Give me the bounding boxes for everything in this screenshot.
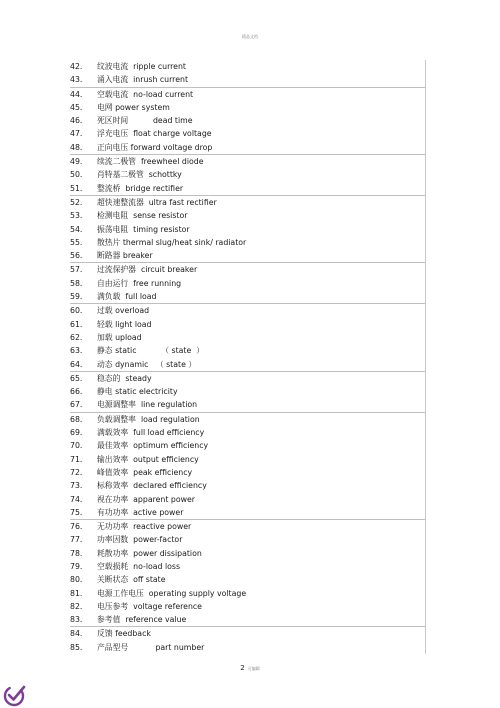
item-number: 48. xyxy=(70,142,83,152)
table-row xyxy=(70,519,425,533)
item-number: 51. xyxy=(70,183,83,193)
item-number: 42. xyxy=(70,62,83,71)
item-number: 57. xyxy=(70,265,83,275)
checkmark-logo-icon xyxy=(2,682,28,708)
table-row xyxy=(70,547,425,560)
item-term: 死区时间 dead time xyxy=(97,116,193,126)
page-number: 2 xyxy=(240,664,245,672)
table-row xyxy=(70,358,425,371)
table-row xyxy=(70,439,425,452)
table-row xyxy=(70,453,425,466)
table-row xyxy=(70,466,425,479)
item-number: 55. xyxy=(70,237,83,247)
table-row xyxy=(70,249,425,262)
item-number: 65. xyxy=(70,373,83,383)
table-row xyxy=(70,493,425,506)
item-term: 过流保护器 circuit breaker xyxy=(97,265,198,275)
item-term: 断路器 breaker xyxy=(97,251,153,261)
item-number: 73. xyxy=(70,481,83,491)
item-term: 散热片 thermal slug/heat sink/ radiator xyxy=(97,237,247,247)
table-row xyxy=(70,412,425,426)
item-term: 最佳效率 optimum efficiency xyxy=(97,441,209,451)
item-term: 肖特基二极管 schottky xyxy=(97,170,182,180)
item-term: 续流二极管 freewheel diode xyxy=(97,157,204,167)
item-term: 标称效率 declared efficiency xyxy=(97,481,207,491)
table-row xyxy=(70,479,425,492)
table-row xyxy=(70,236,425,249)
item-number: 75. xyxy=(70,507,83,517)
table-row xyxy=(70,600,425,613)
item-number: 74. xyxy=(70,494,83,504)
item-term: 超快速整流器 ultra fast rectifier xyxy=(97,197,217,207)
item-term: 整流桥 bridge rectifier xyxy=(97,183,184,193)
item-term: 静态 static （ state ） xyxy=(97,346,205,356)
item-term: 电网 power system xyxy=(97,102,170,112)
item-number: 60. xyxy=(70,306,83,316)
item-number: 67. xyxy=(70,400,83,410)
item-term: 涌入电流 inrush current xyxy=(97,75,189,85)
table-row xyxy=(70,318,425,331)
item-number: 70. xyxy=(70,441,83,451)
table-row xyxy=(70,60,425,73)
table-row xyxy=(70,385,425,398)
item-number: 85. xyxy=(70,642,83,652)
item-term: 产品型号 part number xyxy=(97,642,205,652)
table-row xyxy=(70,290,425,303)
table-row xyxy=(70,154,425,168)
header-mark: 精品文档 xyxy=(242,34,258,39)
item-number: 77. xyxy=(70,535,83,545)
item-number: 69. xyxy=(70,428,83,438)
item-number: 53. xyxy=(70,211,83,221)
item-number: 84. xyxy=(70,629,83,639)
item-term: 空载电流 no-load current xyxy=(97,89,194,99)
table-row xyxy=(70,262,425,276)
item-term: 视在功率 apparent power xyxy=(97,494,196,504)
table-row xyxy=(70,168,425,181)
item-number: 46. xyxy=(70,116,83,126)
item-number: 44. xyxy=(70,89,83,99)
table-row xyxy=(70,114,425,127)
item-number: 68. xyxy=(70,414,83,424)
item-term: 耗散功率 power dissipation xyxy=(97,548,202,558)
table-row xyxy=(70,73,425,86)
item-number: 83. xyxy=(70,615,83,625)
table-row xyxy=(70,344,425,357)
item-term: 电源工作电压 operating supply voltage xyxy=(97,588,247,598)
item-number: 62. xyxy=(70,332,83,342)
item-term: 正向电压 forward voltage drop xyxy=(97,142,213,152)
footer-sub: 可编辑 xyxy=(247,666,260,671)
item-term: 有功功率 active power xyxy=(97,507,184,517)
table-row xyxy=(70,277,425,290)
item-number: 49. xyxy=(70,157,83,167)
table-row xyxy=(70,195,425,209)
item-term: 空载损耗 no-load loss xyxy=(97,561,181,571)
item-term: 输出效率 output efficiency xyxy=(97,454,199,464)
item-term: 稳态的 steady xyxy=(97,373,152,383)
item-term: 反馈 feedback xyxy=(97,629,151,639)
item-number: 58. xyxy=(70,278,83,288)
table-row xyxy=(70,141,425,154)
item-number: 50. xyxy=(70,170,83,180)
item-term: 峰值效率 peak efficiency xyxy=(97,467,193,477)
item-number: 79. xyxy=(70,561,83,571)
item-term: 参考值 reference value xyxy=(97,615,187,625)
item-term: 满负载 full load xyxy=(97,292,157,302)
item-term: 纹波电流 ripple current xyxy=(97,62,186,71)
item-term: 负载调整率 load regulation xyxy=(97,414,200,424)
item-term: 浮充电压 float charge voltage xyxy=(97,129,212,139)
table-row xyxy=(70,613,425,626)
item-term: 满载效率 full load efficiency xyxy=(97,428,205,438)
item-term: 加载 upload xyxy=(97,332,142,342)
item-term: 过载 overload xyxy=(97,306,150,316)
table-row xyxy=(70,182,425,195)
item-term: 检测电阻 sense resistor xyxy=(97,211,188,221)
table-row xyxy=(70,398,425,411)
table-row xyxy=(70,127,425,140)
item-number: 82. xyxy=(70,601,83,611)
table-row xyxy=(70,533,425,546)
table-row xyxy=(70,371,425,385)
table-row xyxy=(70,587,425,600)
item-term: 轻载 light load xyxy=(97,319,152,329)
table-row xyxy=(70,223,425,236)
item-number: 61. xyxy=(70,319,83,329)
item-number: 47. xyxy=(70,129,83,139)
item-number: 76. xyxy=(70,522,83,532)
item-term: 电压参考 voltage reference xyxy=(97,601,202,611)
table-row xyxy=(70,426,425,439)
table-row xyxy=(70,506,425,519)
table-row xyxy=(70,573,425,586)
item-number: 66. xyxy=(70,387,83,397)
item-number: 72. xyxy=(70,467,83,477)
item-number: 54. xyxy=(70,224,83,234)
item-number: 81. xyxy=(70,588,83,598)
item-number: 52. xyxy=(70,197,83,207)
table-row xyxy=(70,209,425,222)
item-term: 静电 static electricity xyxy=(97,387,178,397)
item-number: 80. xyxy=(70,575,83,585)
item-number: 59. xyxy=(70,292,83,302)
page-footer xyxy=(0,664,500,672)
item-term: 无功功率 reactive power xyxy=(97,522,192,532)
item-term: 振荡电阻 timing resistor xyxy=(97,224,190,234)
item-number: 78. xyxy=(70,548,83,558)
item-term: 电源调整率 line regulation xyxy=(97,400,198,410)
item-term: 自由运行 free running xyxy=(97,278,182,288)
glossary-table xyxy=(70,60,426,654)
item-number: 56. xyxy=(70,251,83,261)
item-term: 动态 dynamic （ state ） xyxy=(97,359,197,369)
table-row xyxy=(70,626,425,640)
table-row xyxy=(70,331,425,344)
item-number: 43. xyxy=(70,75,83,85)
table-row xyxy=(70,641,425,654)
table-row xyxy=(70,303,425,317)
item-number: 64. xyxy=(70,359,83,369)
item-number: 45. xyxy=(70,102,83,112)
table-row xyxy=(70,87,425,101)
table-row xyxy=(70,101,425,114)
item-number: 71. xyxy=(70,454,83,464)
table-row xyxy=(70,560,425,573)
item-number: 63. xyxy=(70,346,83,356)
item-term: 功率因数 power-factor xyxy=(97,535,183,545)
item-term: 关断状态 off state xyxy=(97,575,166,585)
